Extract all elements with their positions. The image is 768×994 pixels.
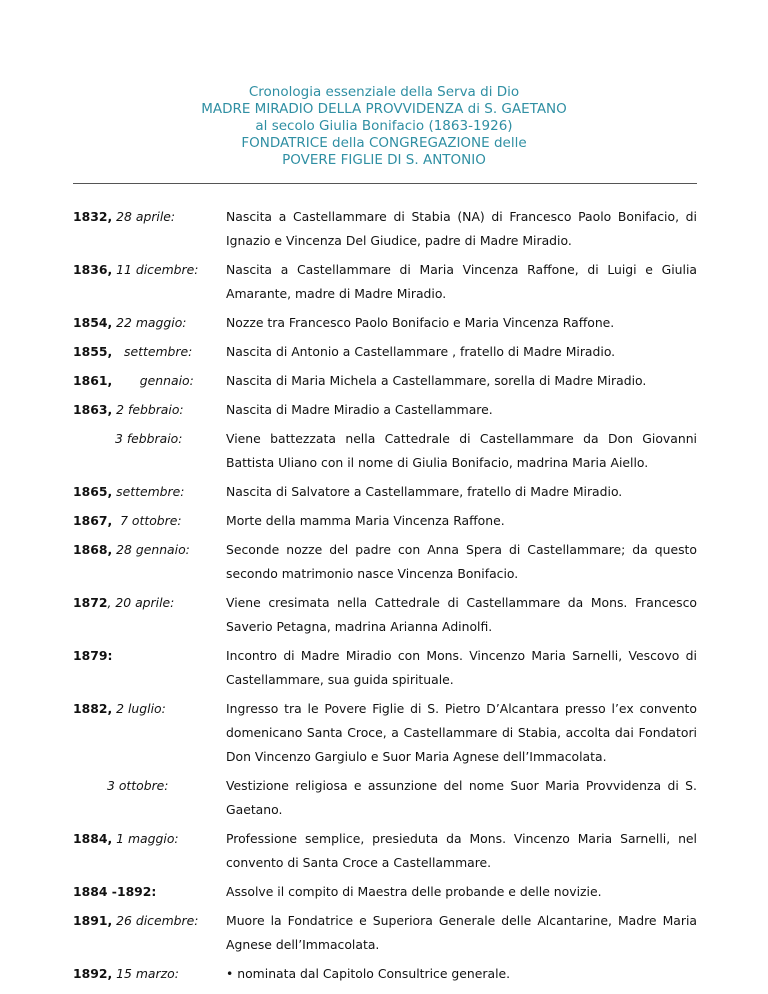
entry-date: 3 febbraio: (115, 431, 183, 446)
chronology-entry (73, 644, 697, 692)
chronology-entry (73, 509, 697, 533)
entry-text: Viene battezzata nella Cattedrale di Castellammare da Don Giovanni Battista Uliano con il nome di Giulia Bonifacio, madrina Maria Aiello. (226, 431, 697, 470)
chronology-entry (73, 697, 697, 769)
entry-date: 1854, 22 maggio: (73, 315, 187, 330)
entry-text: Nascita a Castellammare di Maria Vincenza Raffone, di Luigi e Giulia Amarante, madre di Madre Miradio. (226, 262, 697, 301)
header-line-1: Cronologia essenziale della Serva di Dio (248, 84, 520, 100)
chronology-entry (73, 880, 697, 904)
chronology-entry (73, 427, 697, 475)
header-line-2: MADRE MIRADIO DELLA PROVVIDENZA di S. GAETANO (201, 101, 567, 117)
chronology-entry (73, 538, 697, 586)
chronology-list (73, 205, 697, 991)
chronology-entry (73, 774, 697, 822)
entry-date: 1891, 26 dicembre: (73, 913, 199, 928)
entry-text: Assolve il compito di Maestra delle probande e delle novizie. (226, 884, 602, 899)
entry-text: Professione semplice, presieduta da Mons. Vincenzo Maria Sarnelli, nel convento di Santa Croce a Castellammare. (226, 831, 697, 870)
entry-text: Nascita di Antonio a Castellammare , fratello di Madre Miradio. (226, 344, 616, 359)
entry-date: 1861, gennaio: (73, 373, 194, 388)
chronology-entry (73, 962, 697, 986)
entry-date: 1882, 2 luglio: (73, 701, 166, 716)
entry-text: Nascita di Maria Michela a Castellammare, sorella di Madre Miradio. (226, 373, 647, 388)
entry-text: Ingresso tra le Povere Figlie di S. Pietro D’Alcantara presso l’ex convento domenicano Santa Croce, a Castellammare di Stabia, accolta dai Fondatori Don Vincenzo Gargiulo e Suor Maria Agnese dell’Immacolata. (226, 701, 697, 764)
header-line-3: al secolo Giulia Bonifacio (1863-1926) (255, 118, 513, 134)
entry-date: 1884, 1 maggio: (73, 831, 179, 846)
header-line-4: FONDATRICE della CONGREGAZIONE delle (241, 135, 527, 151)
chronology-entry (73, 591, 697, 639)
chronology-entry (73, 340, 697, 364)
entry-text: Seconde nozze del padre con Anna Spera di Castellammare; da questo secondo matrimonio nasce Vincenza Bonifacio. (226, 542, 697, 581)
chronology-entry (73, 205, 697, 253)
entry-text: Nascita di Madre Miradio a Castellammare. (226, 402, 493, 417)
entry-date: 1863, 2 febbraio: (73, 402, 184, 417)
chronology-entry (73, 311, 697, 335)
entry-text: Vestizione religiosa e assunzione del nome Suor Maria Provvidenza di S. Gaetano. (226, 778, 697, 817)
entry-date: 1879: (73, 648, 113, 663)
document-header (0, 84, 768, 169)
entry-date: 1868, 28 gennaio: (73, 542, 190, 557)
entry-text: Muore la Fondatrice e Superiora Generale delle Alcantarine, Madre Maria Agnese dell’Immacolata. (226, 913, 697, 952)
chronology-entry (73, 398, 697, 422)
chronology-entry (73, 827, 697, 875)
header-line-5: POVERE FIGLIE DI S. ANTONIO (282, 152, 486, 168)
entry-date: 1832, 28 aprile: (73, 209, 176, 224)
entry-date: 1892, 15 marzo: (73, 966, 179, 981)
chronology-entry (73, 480, 697, 504)
entry-text: Viene cresimata nella Cattedrale di Castellammare da Mons. Francesco Saverio Petagna, madrina Arianna Adinolfi. (226, 595, 697, 634)
chronology-entry (73, 369, 697, 393)
entry-date: 1836, 11 dicembre: (73, 262, 199, 277)
entry-text: Incontro di Madre Miradio con Mons. Vincenzo Maria Sarnelli, Vescovo di Castellammare, sua guida spirituale. (226, 648, 697, 687)
entry-text: Morte della mamma Maria Vincenza Raffone. (226, 513, 505, 528)
header-divider (73, 183, 697, 184)
chronology-entry (73, 909, 697, 957)
entry-date: 1884 -1892: (73, 884, 157, 899)
entry-text: • nominata dal Capitolo Consultrice generale. (226, 966, 511, 981)
entry-text: Nozze tra Francesco Paolo Bonifacio e Maria Vincenza Raffone. (226, 315, 615, 330)
entry-date: 1855, settembre: (73, 344, 193, 359)
entry-date: 3 ottobre: (107, 778, 169, 793)
chronology-entry (73, 258, 697, 306)
entry-text: Nascita di Salvatore a Castellammare, fratello di Madre Miradio. (226, 484, 623, 499)
entry-date: 1867, 7 ottobre: (73, 513, 182, 528)
entry-date: 1865, settembre: (73, 484, 185, 499)
entry-text: Nascita a Castellammare di Stabia (NA) di Francesco Paolo Bonifacio, di Ignazio e Vincenza Del Giudice, padre di Madre Miradio. (226, 209, 697, 248)
entry-date: 1872, 20 aprile: (73, 595, 175, 610)
